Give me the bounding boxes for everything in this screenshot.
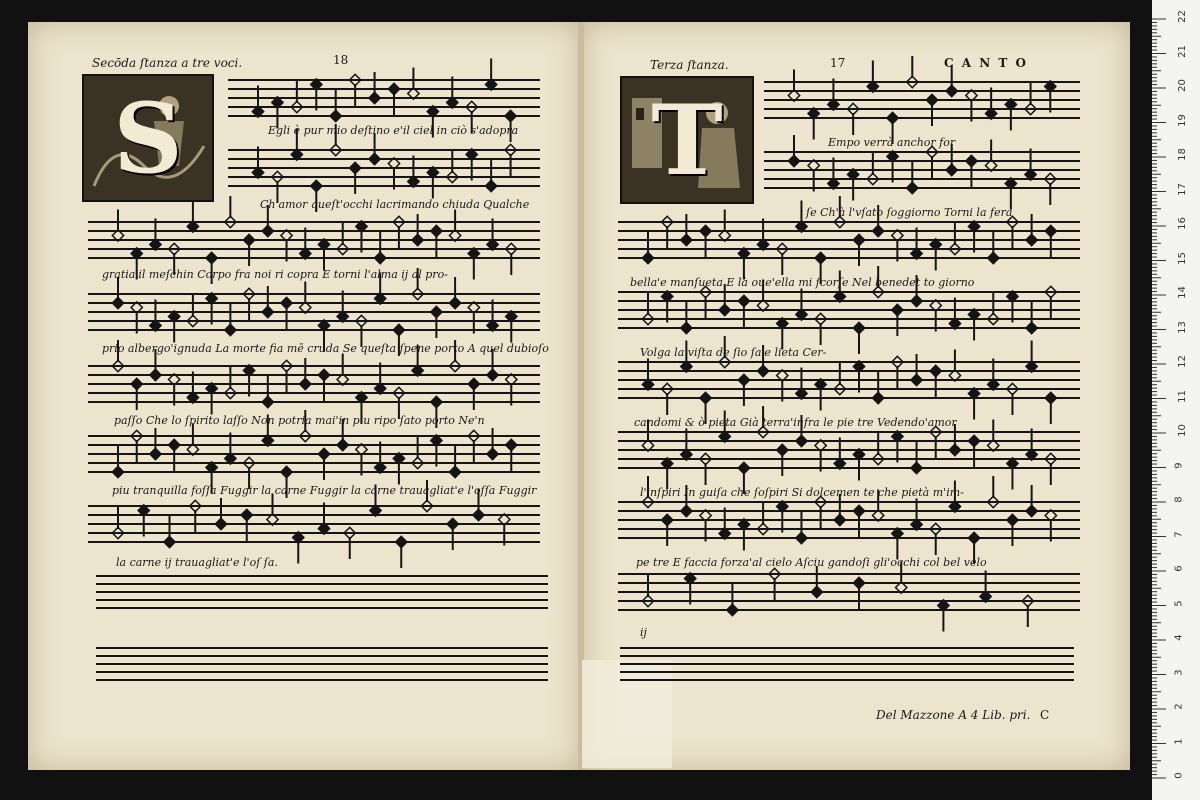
ruler-label: 13 bbox=[1176, 320, 1188, 334]
initial-letter: S bbox=[113, 81, 183, 195]
lyric-line: ſe Ch'à l'vſato ſoggiorno Torni la fera bbox=[806, 206, 1013, 219]
right-page-header: Terza ſtanza. bbox=[650, 58, 729, 72]
ruler-label: 14 bbox=[1176, 286, 1188, 299]
ruler-label: 3 bbox=[1173, 668, 1185, 676]
ruler-label: 9 bbox=[1173, 461, 1185, 469]
paper-fold bbox=[582, 660, 672, 768]
ruler-label: 18 bbox=[1176, 148, 1188, 161]
ruler-label: 19 bbox=[1176, 113, 1188, 127]
ruler-label: 0 bbox=[1173, 772, 1185, 779]
decorated-initial-t bbox=[620, 76, 754, 204]
lyric-line: candomi & ò pieta Già terra'infra le pie tre Vedendo'amor bbox=[634, 416, 957, 429]
ruler-label: 12 bbox=[1176, 355, 1188, 368]
right-page-number: 17 bbox=[830, 56, 846, 70]
signature-mark: C bbox=[1040, 708, 1050, 722]
ruler-label: 6 bbox=[1173, 565, 1185, 572]
ruler-label: 17 bbox=[1176, 182, 1188, 196]
initial-letter: T bbox=[651, 83, 723, 197]
ruler-label: 5 bbox=[1173, 599, 1185, 607]
lyric-line: bella'e manſueta E là oue'ella mi ſcorſe Nel benedet to giorno bbox=[630, 276, 975, 289]
lyric-line: Ch'amor queſt'occhi lacrimando chiuda Qualche bbox=[260, 198, 530, 211]
ruler-label: 16 bbox=[1176, 217, 1188, 230]
lyric-line: l'inſpiri In guiſa che ſoſpiri Si dolcemen te che pietà m'im- bbox=[640, 486, 964, 499]
ruler-label: 2 bbox=[1173, 703, 1185, 710]
lyric-line: Volga la viſta de ſio ſa'e lieta Cer- bbox=[640, 346, 827, 359]
ruler-label: 22 bbox=[1176, 10, 1188, 23]
ruler-label: 11 bbox=[1176, 389, 1188, 403]
left-page-number: 18 bbox=[333, 53, 349, 67]
ruler-label: 1 bbox=[1173, 737, 1185, 745]
ruler-label: 4 bbox=[1173, 634, 1185, 641]
lyric-line: piu tranquilla foſſa Fuggir la carne Fuggir la carne trauagliat'e l'oſſa Fuggir bbox=[112, 484, 537, 497]
lyric-line: pe tre E faccia forza'al cielo Aſciu gandoſi gli'occhi col bel velo bbox=[636, 556, 987, 569]
ruler-label: 7 bbox=[1173, 530, 1185, 538]
ruler-label: 21 bbox=[1176, 44, 1188, 58]
decorated-initial-s bbox=[82, 74, 214, 202]
lyric-line: Empo verrà anchor for bbox=[828, 136, 956, 149]
lyric-line: la carne ij trauagliat'e l'oſ ſa. bbox=[116, 556, 278, 569]
left-page-header: Secōda ſtanza a tre voci. bbox=[92, 56, 243, 70]
voice-label: C A N T O bbox=[944, 56, 1028, 70]
ruler-label: 20 bbox=[1176, 79, 1188, 92]
lyric-line: paſſo Che lo ſpirito laſſo Non potria mai'in piu ripo ſato porto Ne'n bbox=[114, 414, 485, 427]
page-footer: Del Mazzone A 4 Lib. pri. bbox=[876, 708, 1031, 722]
lyric-line: gratia'il meſchin Corpo fra noi ri copra E torni l'alma ij al pro- bbox=[102, 268, 448, 281]
lyric-line: Egli è pur mio deſtino e'il ciel in ciò s'adopra bbox=[268, 124, 519, 137]
ruler-label: 10 bbox=[1176, 424, 1188, 437]
ruler-label: 15 bbox=[1176, 251, 1188, 265]
book-gutter bbox=[578, 22, 584, 770]
lyric-line: prio albergo'ignuda La morte fia mē cruda Se queſta ſpene porto A quel dubioſo bbox=[102, 342, 549, 355]
lyric-line: ij bbox=[640, 626, 647, 639]
ruler-label: 8 bbox=[1173, 496, 1185, 503]
